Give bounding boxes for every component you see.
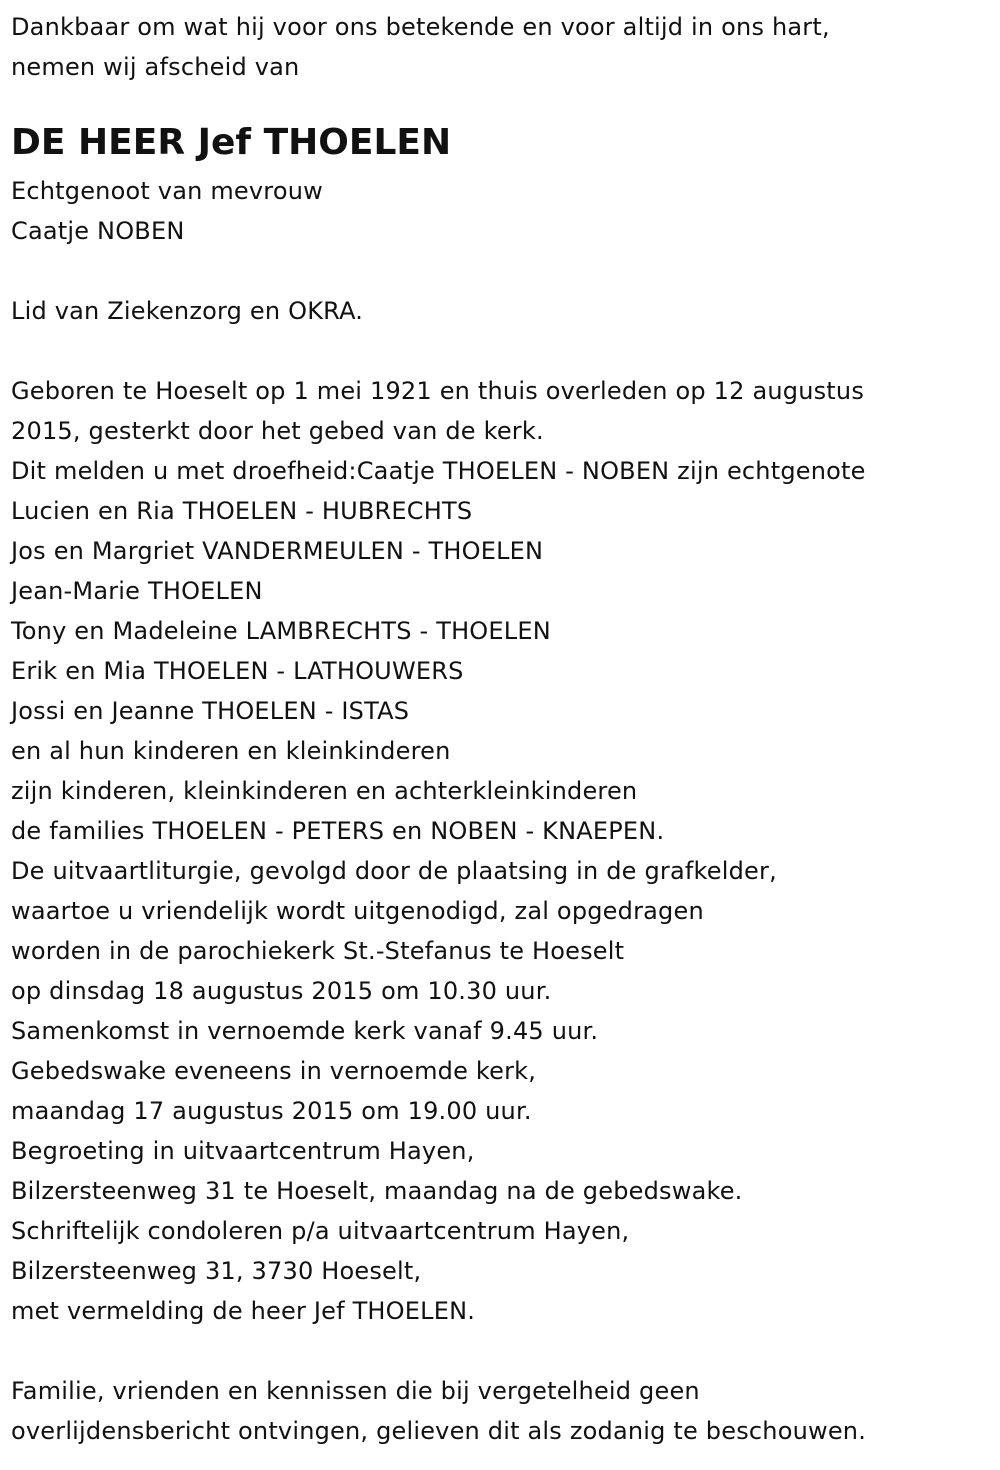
body-line: Erik en Mia THOELEN - LATHOUWERS — [11, 657, 464, 685]
body-line: zijn kinderen, kleinkinderen en achterkleinkinderen — [11, 777, 638, 805]
body-line: Tony en Madeleine LAMBRECHTS - THOELEN — [11, 617, 551, 645]
body-line: Bilzersteenweg 31, 3730 Hoeselt, — [11, 1257, 422, 1285]
closing-line: Familie, vrienden en kennissen die bij vergetelheid geen — [11, 1377, 700, 1405]
intro-section — [11, 7, 1000, 87]
body-line: Lucien en Ria THOELEN - HUBRECHTS — [11, 497, 473, 525]
body-line: maandag 17 augustus 2015 om 19.00 uur. — [11, 1097, 532, 1125]
spouse-line: Caatje NOBEN — [11, 217, 185, 245]
body-line: worden in de parochiekerk St.-Stefanus te Hoeselt — [11, 937, 625, 965]
body-line: waartoe u vriendelijk wordt uitgenodigd, zal opgedragen — [11, 897, 704, 925]
deceased-name: DE HEER Jef THOELEN — [11, 122, 452, 163]
spouse-section — [11, 171, 1000, 251]
spouse-line: Echtgenoot van mevrouw — [11, 177, 323, 205]
body-line: Jean-Marie THOELEN — [11, 577, 263, 605]
closing-section — [11, 1371, 1000, 1451]
body-line: De uitvaartliturgie, gevolgd door de plaatsing in de grafkelder, — [11, 857, 777, 885]
spacer — [11, 1331, 1000, 1371]
body-line: de families THOELEN - PETERS en NOBEN - KNAEPEN. — [11, 817, 665, 845]
spacer — [11, 331, 1000, 371]
body-line: Begroeting in uitvaartcentrum Hayen, — [11, 1137, 475, 1165]
body-line: Gebedswake eveneens in vernoemde kerk, — [11, 1057, 537, 1085]
intro-line: Dankbaar om wat hij voor ons betekende en voor altijd in ons hart, — [11, 13, 830, 41]
body-line: 2015, gesterkt door het gebed van de kerk. — [11, 417, 544, 445]
closing-line: overlijdensbericht ontvingen, gelieven dit als zodanig te beschouwen. — [11, 1417, 867, 1445]
body-line: Jos en Margriet VANDERMEULEN - THOELEN — [11, 537, 544, 565]
body-line: Samenkomst in vernoemde kerk vanaf 9.45 uur. — [11, 1017, 599, 1045]
intro-line: nemen wij afscheid van — [11, 53, 300, 81]
spacer — [11, 251, 1000, 291]
body-line: Dit melden u met droefheid:Caatje THOELEN - NOBEN zijn echtgenote — [11, 457, 866, 485]
body-line: Schriftelijk condoleren p/a uitvaartcentrum Hayen, — [11, 1217, 630, 1245]
body-line: Geboren te Hoeselt op 1 mei 1921 en thuis overleden op 12 augustus — [11, 377, 865, 405]
body-line: Bilzersteenweg 31 te Hoeselt, maandag na de gebedswake. — [11, 1177, 743, 1205]
body-line: op dinsdag 18 augustus 2015 om 10.30 uur. — [11, 977, 552, 1005]
body-line: met vermelding de heer Jef THOELEN. — [11, 1297, 476, 1325]
body-section — [11, 371, 1000, 1331]
membership-line: Lid van Ziekenzorg en OKRA. — [11, 297, 364, 325]
body-line: Jossi en Jeanne THOELEN - ISTAS — [11, 697, 410, 725]
body-line: en al hun kinderen en kleinkinderen — [11, 737, 451, 765]
